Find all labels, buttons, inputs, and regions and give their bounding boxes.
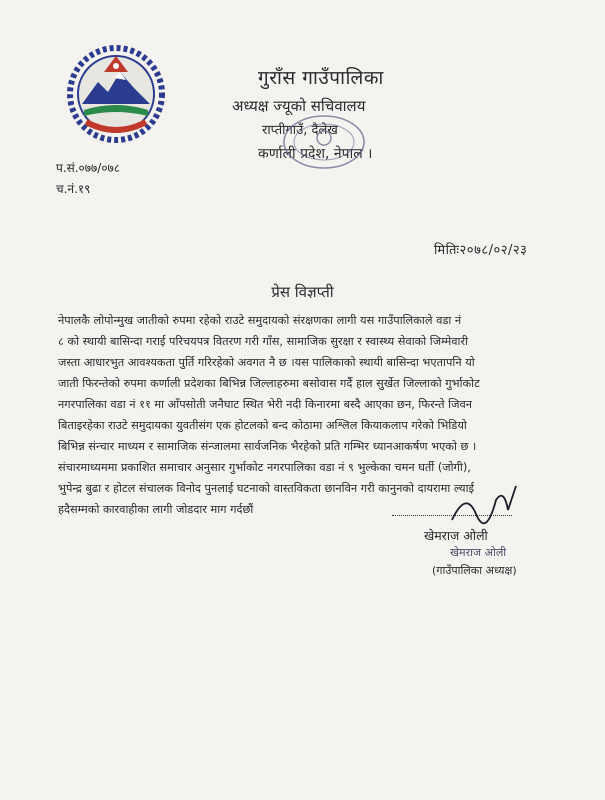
body-line: बिभिन्न संन्चार माध्यम र सामाजिक संन्जालमा सार्वजनिक भैरहेको प्रति गम्भिर ध्यानआकर्षण भएको छ । [58,440,477,453]
dispatch-number: च.नं.१९ [56,182,91,196]
body-line: ८ को स्थायी बासिन्दा गराई परिचयपत्र वितरण गरी गाँस, सामाजिक सुरक्षा र स्वास्थ्य सेवाको जिम्मेवारी [58,335,469,348]
signatory-title: (गाउँपालिका अध्यक्ष) [432,564,517,577]
body-line: भुपेन्द्र बुढा र होटल संचालक विनोद पुनलाई घटनाको वास्तविकता छानविन गरी कानुनको दायरामा ल्याई [58,482,475,495]
signature-line [392,515,512,516]
document-date: मितिः२०७८/०२/२३ [434,243,528,258]
nepal-government-emblem-icon [64,42,168,146]
body-line: संचारमाध्यममा प्रकाशित समाचार अनुसार गुर्भाकोट नगरपालिका वडा नं ९ भुल्केका चमन घर्ती (जोगी), [58,461,471,474]
office-address-line-2: कर्णाली प्रदेश, नेपाल । [258,146,373,162]
body-line: नगरपालिका वडा नं ११ मा आँपसोती जनैघाट स्थित भेरी नदी किनारमा बस्दै आएका छन, फिरन्ते जिवन [58,398,473,411]
body-line: बिताइरहेका राउटे समुदायका युवतीसंग एक होटलको बन्द कोठामा अश्लिल कियाकलाप गरेको भिडियो [58,419,467,432]
body-line: हदैसम्मको कारवाहीका लागी जोडदार माग गर्दछौं [58,503,254,516]
signatory-stamp-name: खेमराज ओली [450,546,507,559]
fiscal-year-reference: प.सं.०७७/०७८ [56,161,121,175]
office-secretariat: अध्यक्ष ज्यूको सचिवालय [232,97,366,115]
body-line: जाती फिरन्तेको रुपमा कर्णाली प्रदेशका बिभिन्न जिल्लाहरुमा बसोवास गर्दै हाल सुर्खेत जिल्लाको गुर्भाकोट [58,377,480,390]
office-seal-icon [276,112,372,172]
document-heading: प्रेस विज्ञप्ती [271,283,334,301]
body-line: नेपालकै लोपोन्मुख जातीको रुपमा रहेको राउटे समुदायको संरक्षणका लागी यस गाउँपालिकाले वडा नं [58,314,462,327]
body-line: जस्ता आधारभुत आवश्यकता पुर्ति गरिरहेको अवगत नै छ ।यस पालिकाको स्थायी बासिन्दा भएतापनि यो [58,356,475,369]
handwritten-signature-icon [446,480,526,532]
office-address-line-1: राप्तीगाउँ, दैलेख [262,123,338,138]
office-name: गुराँस गाउँपालिका [258,67,384,89]
signatory-name: खेमराज ओली [424,528,488,543]
